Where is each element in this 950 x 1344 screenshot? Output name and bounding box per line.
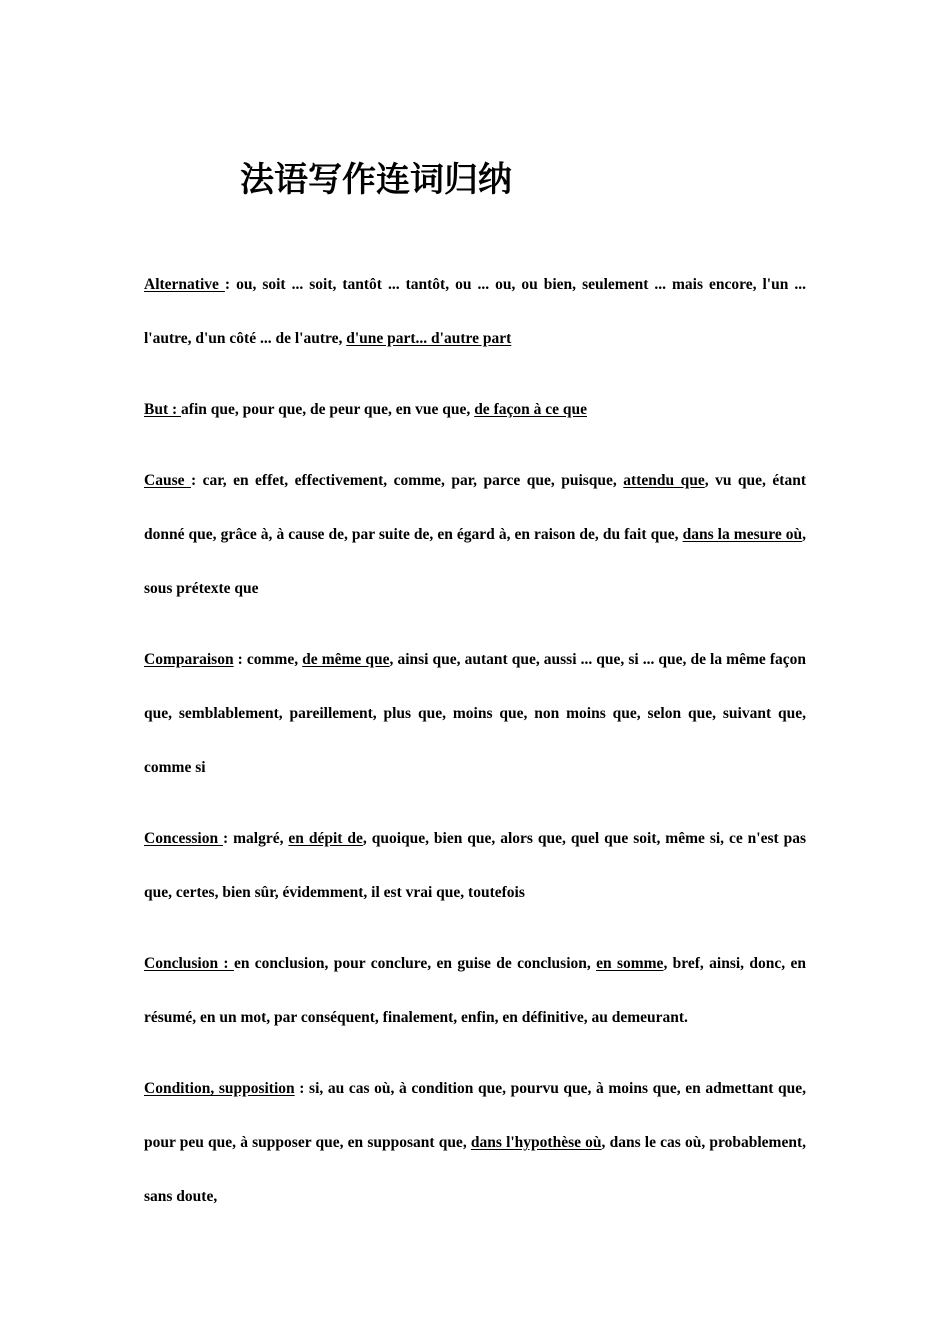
section-text: ou, soit ... soit, tantôt ... tantôt, ou ... ou, ou bien, seulement ... mais encore, l'un ... l'autre, d'un côté ... de l'autre, [144,276,806,347]
section-alternative [144,258,806,366]
section-condition [144,1062,806,1224]
section-separator: : [223,830,234,847]
section-term: But : [144,401,182,418]
section-separator: : [233,651,247,668]
section-highlight: attendu que [623,472,705,489]
page-title: 法语写作连词归纳 [240,160,512,200]
section-term: Concession [144,830,224,847]
section-highlight: de même que [302,651,390,668]
section-term: Alternative [144,276,225,293]
section-text: comme, [246,651,303,668]
section-highlight: dans l'hypothèse où [470,1134,602,1151]
document-body [144,258,806,1241]
section-separator: : [294,1080,310,1097]
section-concession [144,812,806,920]
section-highlight: dans la mesure où [682,526,803,543]
section-separator: : [190,472,203,489]
section-text: si, au cas où, à condition que, pourvu que, à moins que, en admettant que, pour peu que, à supposer que, en supposant que, [144,1080,806,1151]
section-comparaison [144,633,806,795]
section-text: , dans le cas où, probablement, sans doute, [144,1134,806,1205]
section-term: Conclusion : [144,955,234,972]
section-text: afin que, pour que, de peur que, en vue que, [181,401,475,418]
section-highlight: d'une part... d'autre part [346,330,512,347]
section-separator: : [224,276,237,293]
section-term: Cause [144,472,191,489]
section-highlight: en dépit de [288,830,363,847]
section-text: , ainsi que, autant que, aussi ... que, si ... que, de la même façon que, semblablement, pareillement, plus que, moins que, non moins que, selon que, suivant que, comme si [144,651,806,776]
section-conclusion [144,937,806,1045]
section-text: en conclusion, pour conclure, en guise de conclusion, [233,955,597,972]
section-text: , bref, ainsi, donc, en résumé, en un mot, par conséquent, finalement, enfin, en définitive, au demeurant. [144,955,806,1026]
section-highlight: de façon à ce que [474,401,587,418]
section-text: malgré, [233,830,289,847]
section-text: , quoique, bien que, alors que, quel que soit, même si, ce n'est pas que, certes, bien sûr, évidemment, il est vrai que, toutefois [144,830,806,901]
section-text: , sous prétexte que [144,526,806,597]
section-cause [144,454,806,616]
section-text: car, en effet, effectivement, comme, par, parce que, puisque, [202,472,624,489]
section-term: Condition, supposition [144,1080,295,1097]
section-highlight: en somme [596,955,664,972]
section-term: Comparaison [144,651,234,668]
section-text: , vu que, étant donné que, grâce à, à cause de, par suite de, en égard à, en raison de, du fait que, [144,472,806,543]
section-but [144,383,806,437]
